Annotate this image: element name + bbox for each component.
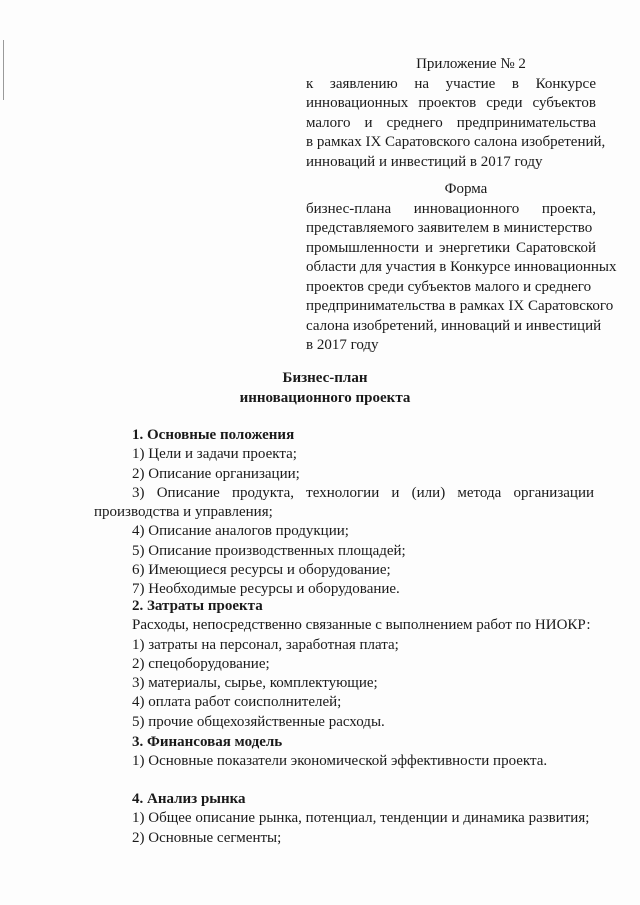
list-item: 2) Описание организации; [132, 465, 300, 482]
section-title: 1. Основные положения [132, 427, 295, 443]
form-block [306, 180, 617, 356]
heading-line-2: инновационного проекта [239, 390, 411, 406]
annex-line: к заявлению на участие в Конкурсе [306, 75, 596, 92]
section-title: 3. Финансовая модель [132, 734, 283, 750]
section-market-analysis [94, 790, 594, 848]
form-line: салона изобретений, инноваций и инвестиций [306, 317, 602, 334]
form-line: промышленности и энергетики Саратовской [306, 239, 596, 256]
annex-line: инновационных проектов среди субъектов [306, 95, 596, 111]
form-line: области для участия в Конкурсе инновационных [306, 259, 617, 275]
annex-line: инноваций и инвестиций в 2017 году [306, 153, 543, 170]
list-item: 5) Описание производственных площадей; [132, 542, 406, 559]
form-line: предпринимательства в рамках IX Саратовского [306, 298, 614, 314]
list-item: 1) Общее описание рынка, потенциал, тенденции и динамика развития; [132, 810, 590, 827]
section-title: 4. Анализ рынка [132, 791, 246, 807]
form-line: бизнес-плана инновационного проекта, [306, 200, 596, 217]
list-item: 1) Основные показатели экономической эффективности проекта. [132, 753, 548, 770]
list-item: 1) затраты на персонал, заработная плата; [132, 636, 399, 653]
form-line: представляемого заявителем в министерство [306, 220, 593, 236]
section-title: 2. Затраты проекта [132, 598, 263, 614]
form-title: Форма [444, 181, 488, 197]
list-item: Расходы, непосредственно связанные с выполнением работ по НИОКР: [132, 617, 591, 634]
form-line: проектов среди субъектов малого и среднего [306, 278, 592, 295]
list-item: 6) Имеющиеся ресурсы и оборудование; [132, 562, 391, 579]
list-item: 3) Описание продукта, технологии и (или) метода организации [132, 484, 594, 501]
document-heading [160, 368, 490, 408]
list-item: 4) Описание аналогов продукции; [132, 523, 349, 540]
annex-block [306, 55, 606, 172]
section-main-provisions [94, 426, 594, 600]
section-project-costs [94, 597, 594, 732]
list-item: 5) прочие общехозяйственные расходы. [132, 713, 385, 730]
list-item: 2) Основные сегменты; [132, 829, 282, 846]
list-item: 2) спецоборудование; [132, 655, 270, 672]
scan-edge-line [3, 40, 4, 100]
annex-line: в рамках IX Саратовского салона изобретений, [306, 134, 606, 150]
heading-line-1: Бизнес-план [282, 370, 368, 386]
annex-title: Приложение № 2 [416, 56, 526, 72]
form-line: в 2017 году [306, 337, 379, 353]
list-item: 1) Цели и задачи проекта; [132, 446, 297, 463]
section-financial-model [94, 733, 594, 772]
list-item: 3) материалы, сырье, комплектующие; [132, 675, 378, 692]
list-item: 4) оплата работ соисполнителей; [132, 694, 342, 711]
annex-line: малого и среднего предпринимательства [306, 114, 596, 131]
list-item: 7) Необходимые ресурсы и оборудование. [132, 581, 400, 598]
list-item-continuation: производства и управления; [94, 504, 273, 521]
